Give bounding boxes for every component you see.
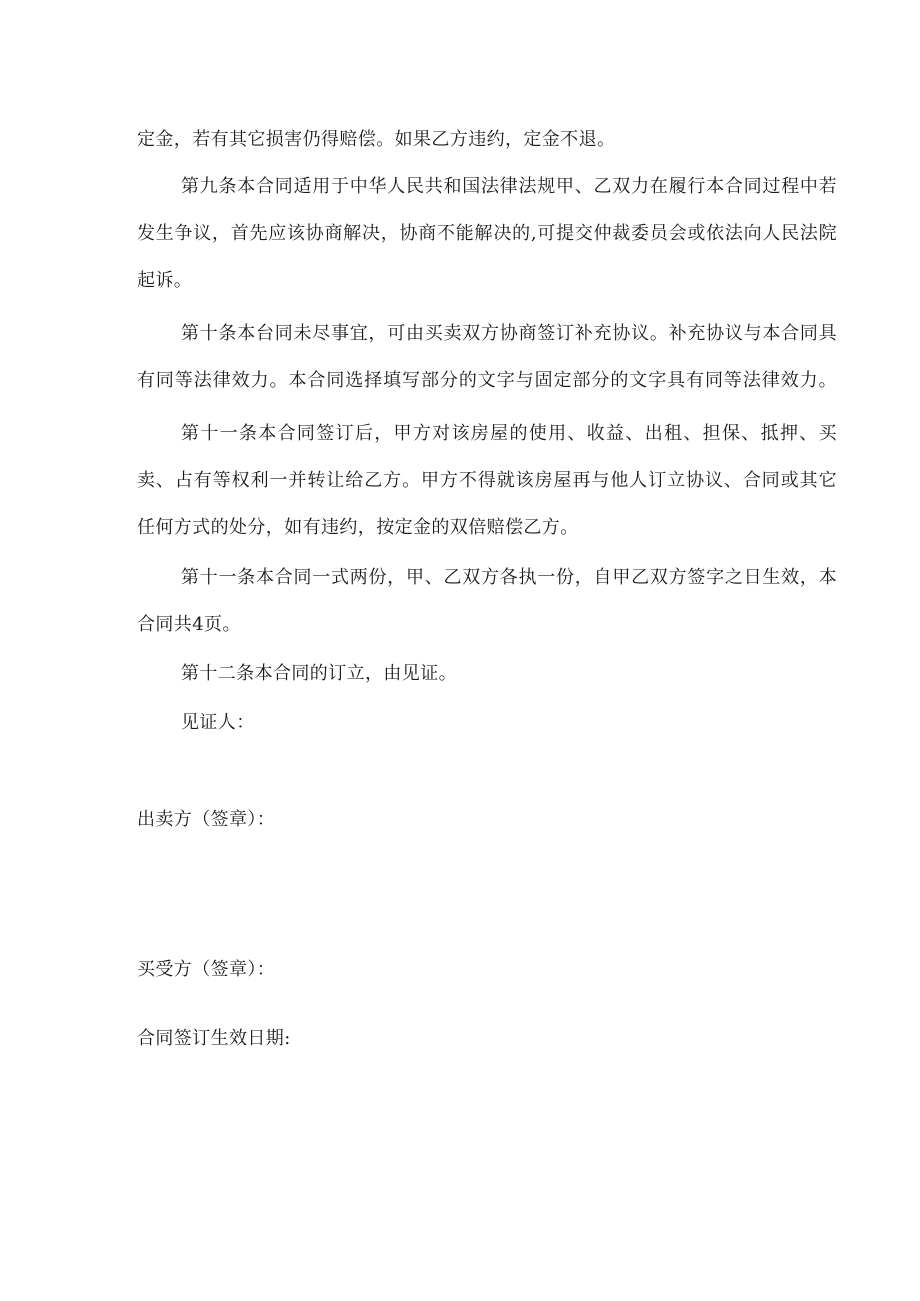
effective-date-label (137, 1015, 837, 1062)
text-line: 发生争议，首先应该协商解决，协商不能解决的,可提交仲裁委员会或依法向人民法院 (137, 223, 837, 244)
text-line: 第十条本台同未尽事宜，可由买卖双方协商签订补充协议。补充协议与本合同具 (181, 323, 837, 344)
text-line: 出卖方（签章）： (137, 809, 276, 830)
text-line: 定金，若有其它损害仍得赔偿。如果乙方违约，定金不退。 (137, 129, 616, 150)
text-line: 合同签订生效日期: (137, 1028, 291, 1049)
paragraph-deposit-clause (137, 116, 837, 163)
witness-label (137, 699, 837, 746)
paragraph-article-11a-cont (137, 457, 837, 551)
text-line: 起诉。 (137, 270, 193, 291)
seller-signature-label (137, 796, 837, 843)
text-line: 合同共4页。 (137, 614, 241, 635)
paragraph-article-9 (137, 163, 837, 210)
text-line: 卖、占有等权利一并转让给乙方。甲方不得就该房屋再与他人订立协议、合同或其它 (137, 470, 837, 491)
text-line: 第十一条本合同签订后，甲方对该房屋的使用、收益、出租、担保、抵押、买 (181, 423, 837, 444)
text-line: 有同等法律效力。本合同选择填写部分的文字与固定部分的文字具有同等法律效力。 (137, 370, 837, 391)
paragraph-article-9-cont (137, 210, 837, 304)
paragraph-article-11a (137, 410, 837, 457)
buyer-signature-label (137, 946, 837, 993)
paragraph-article-11b (137, 554, 837, 601)
text-line: 见证人： (181, 712, 255, 733)
paragraph-article-11b-cont (137, 601, 837, 648)
paragraph-article-10 (137, 310, 837, 357)
text-line: 第十一条本合同一式两份，甲、乙双方各执一份，自甲乙双方签字之日生效，本 (181, 567, 837, 588)
paragraph-article-12 (137, 650, 837, 697)
text-line: 第九条本合同适用于中华人民共和国法律法规甲、乙双力在履行本合同过程中若 (181, 176, 837, 197)
text-line: 买受方（签章）： (137, 959, 276, 980)
paragraph-article-10-cont (137, 357, 837, 404)
text-line: 任何方式的处分，如有违约，按定金的双倍赔偿乙方。 (137, 517, 579, 538)
text-line: 第十二条本合同的订立，由见证。 (181, 663, 457, 684)
